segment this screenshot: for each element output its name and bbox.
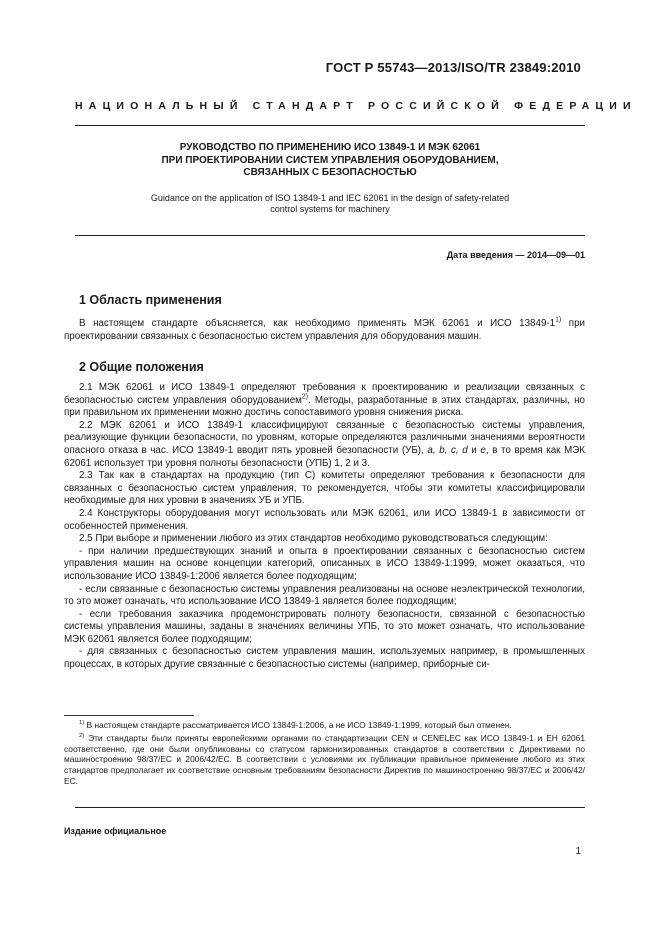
level-letter-e: e bbox=[480, 444, 486, 456]
text: . Методы, разработанные в этих стандартах, различны, но при правильном их применении можно достичь сопоставимого уровня снижения риска. bbox=[64, 394, 585, 419]
section-1-body bbox=[64, 318, 585, 343]
english-title-line-1: Guidance on the application of ISO 13849-1 and IEC 62061 in the design of safety-related bbox=[150, 193, 510, 203]
list-item: - если требования заказчика продемонстрировать полноту безопасности, связанной с безопасностью системы управления машины, заданы в значениях величины УПБ, то это может означать, что использование МЭК 62061 является более подходящим; bbox=[64, 608, 585, 645]
level-letters: a, b, c, d bbox=[427, 444, 468, 456]
title-line-1: РУКОВОДСТВО ПО ПРИМЕНЕНИЮ ИСО 13849-1 И МЭК 62061 bbox=[179, 142, 481, 153]
paragraph-2-2 bbox=[64, 420, 585, 470]
footnote-ref-1: 1) bbox=[555, 316, 562, 324]
english-title bbox=[75, 193, 585, 215]
official-edition-label: Издание официальное bbox=[64, 826, 167, 836]
footnote-mark: 1) bbox=[79, 720, 85, 727]
text: при проектировании связанных с безопасностью систем управления для оборудования машин. bbox=[64, 318, 585, 342]
footnote-2 bbox=[64, 733, 585, 787]
english-title-line-2: control systems for machinery bbox=[270, 204, 390, 214]
divider-bottom bbox=[75, 807, 585, 808]
standard-code: ГОСТ Р 55743—2013/ISO/TR 23849:2010 bbox=[325, 60, 581, 75]
page-number: 1 bbox=[575, 846, 581, 857]
section-2-body bbox=[64, 382, 585, 672]
text: , в то время как МЭК 62061 использует три уровня полноты безопасности (УПБ) 1, 2 и 3. bbox=[64, 444, 585, 469]
divider-title bbox=[75, 235, 585, 236]
section-1-heading: 1 Область применения bbox=[79, 293, 222, 307]
text: 2.2 МЭК 62061 и ИСО 13849-1 классифицируют связанные с безопасностью системы управления, реализующие функции безопасности, по уровням, которые определяются различными значениями вероятности опасного отказа в час. ИСО 13849-1 вводит пять уровней безопасности (УБ), bbox=[64, 419, 585, 456]
paragraph-2-1 bbox=[64, 382, 585, 420]
title-line-3: СВЯЗАННЫХ С БЕЗОПАСНОСТЬЮ bbox=[243, 167, 417, 178]
section-2-heading: 2 Общие положения bbox=[79, 360, 204, 374]
list-item: - если связанные с безопасностью системы управления реализованы на основе неэлектрической технологии, то это может означать, что использование ИСО 13849-1 является более подходящим; bbox=[64, 583, 585, 608]
document-title bbox=[75, 142, 585, 180]
title-line-2: ПРИ ПРОЕКТИРОВАНИИ СИСТЕМ УПРАВЛЕНИЯ ОБОРУДОВАНИЕМ, bbox=[161, 154, 499, 166]
paragraph-2-3: 2.3 Так как в стандартах на продукцию (тип С) комитеты определяют требования к безопасности для связанных с безопасностью систем управления, то рекомендуется, чтобы эти комитеты классифицировали необходимые для них уровни в значениях УБ и УПБ. bbox=[64, 470, 585, 507]
footnote-1 bbox=[64, 720, 585, 731]
list-item: - при наличии предшествующих знаний и опыта в проектировании связанных с безопасностью систем управления машин на основе концепции категорий, описанных в ИСО 13849-1:1999, может оказаться, что использование ИСО 13849-1:2006 является более подходящим; bbox=[64, 545, 585, 582]
paragraph-2-4: 2.4 Конструкторы оборудования могут использовать или МЭК 62061, или ИСО 13849-1 в зависимости от особенностей применения. bbox=[64, 507, 585, 532]
text: 2.1 МЭК 62061 и ИСО 13849-1 определяют требования к проектированию и реализации связанных с безопасностью систем управления оборудованием bbox=[64, 382, 585, 406]
footnote-ref-2: 2) bbox=[301, 393, 309, 401]
divider-top bbox=[75, 125, 585, 126]
footnotes bbox=[64, 720, 585, 789]
paragraph-2-5: 2.5 При выборе и применении любого из этих стандартов необходимо руководствоваться следующим: bbox=[79, 533, 548, 545]
national-standard-banner: НАЦИОНАЛЬНЫЙ СТАНДАРТ РОССИЙСКОЙ ФЕДЕРАЦИИ bbox=[75, 100, 637, 112]
introduction-date: Дата введения — 2014—09—01 bbox=[446, 250, 585, 260]
paragraph bbox=[64, 318, 585, 343]
footnote-text: В настоящем стандарте рассматривается ИСО 13849-1:2006, а не ИСО 13849-1:1999, который был отменен. bbox=[84, 720, 512, 730]
footnote-divider bbox=[64, 715, 194, 716]
text: и bbox=[467, 444, 481, 456]
footnote-mark: 2) bbox=[79, 733, 85, 739]
list-item: - для связанных с безопасностью систем управления машин, используемых например, в промышленных процессах, в которых другие связанные с безопасностью системы (например, приборные си- bbox=[64, 646, 585, 671]
footnote-text: Эти стандарты были приняты европейскими органами по стандартизации CEN и CENELEC как ИСО 13849-1 и ЕН 62061 соответственно, где они были опубликованы со статусом гармонизированных стандартов в соответствии с Директивами по машиностроению 98/37/ЕС и 2006/42/ЕС. В соответствии с условиями их публикации правильное применение любого из этих стандартов предполагает их соответствие основным требованиям безопасности Директив по машиностроению 98/37/ЕС и 2006/42/ЕС. bbox=[64, 732, 585, 786]
text: В настоящем стандарте объясняется, как необходимо применять МЭК 62061 и ИСО 13849-1 bbox=[79, 318, 556, 329]
